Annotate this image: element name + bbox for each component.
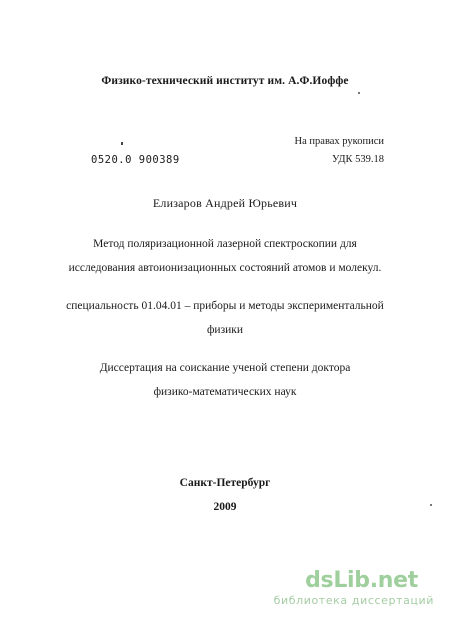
watermark-logo: dsLib.net: [305, 568, 418, 593]
scan-speck: [358, 92, 360, 94]
scan-speck: [430, 504, 432, 506]
archive-number: 0520.0 900389: [91, 154, 180, 166]
dissertation-title-line-2: исследования автоионизационных состояний атомов и молекул.: [68, 262, 382, 274]
specialty-line-2: физики: [206, 324, 244, 336]
institute-name: Физико-технический институт им. А.Ф.Иоффе: [101, 75, 349, 87]
dissertation-title-line-1: Метод поляризационной лазерной спектроскопии для: [93, 238, 357, 250]
degree-line-2: физико-математических наук: [153, 386, 297, 398]
city: Санкт-Петербург: [179, 477, 271, 489]
archive-mark: [121, 142, 123, 145]
specialty-line-1: специальность 01.04.01 – приборы и методы экспериментальной: [66, 300, 384, 312]
author-name: Елизаров Андрей Юрьевич: [152, 196, 298, 210]
year: 2009: [213, 501, 237, 513]
rights-note: На правах рукописи: [294, 136, 384, 147]
udk-code: УДК 539.18: [331, 154, 384, 165]
watermark-subtitle: библиотека диссертаций: [273, 594, 434, 607]
degree-line-1: Диссертация на соискание ученой степени доктора: [99, 362, 351, 374]
